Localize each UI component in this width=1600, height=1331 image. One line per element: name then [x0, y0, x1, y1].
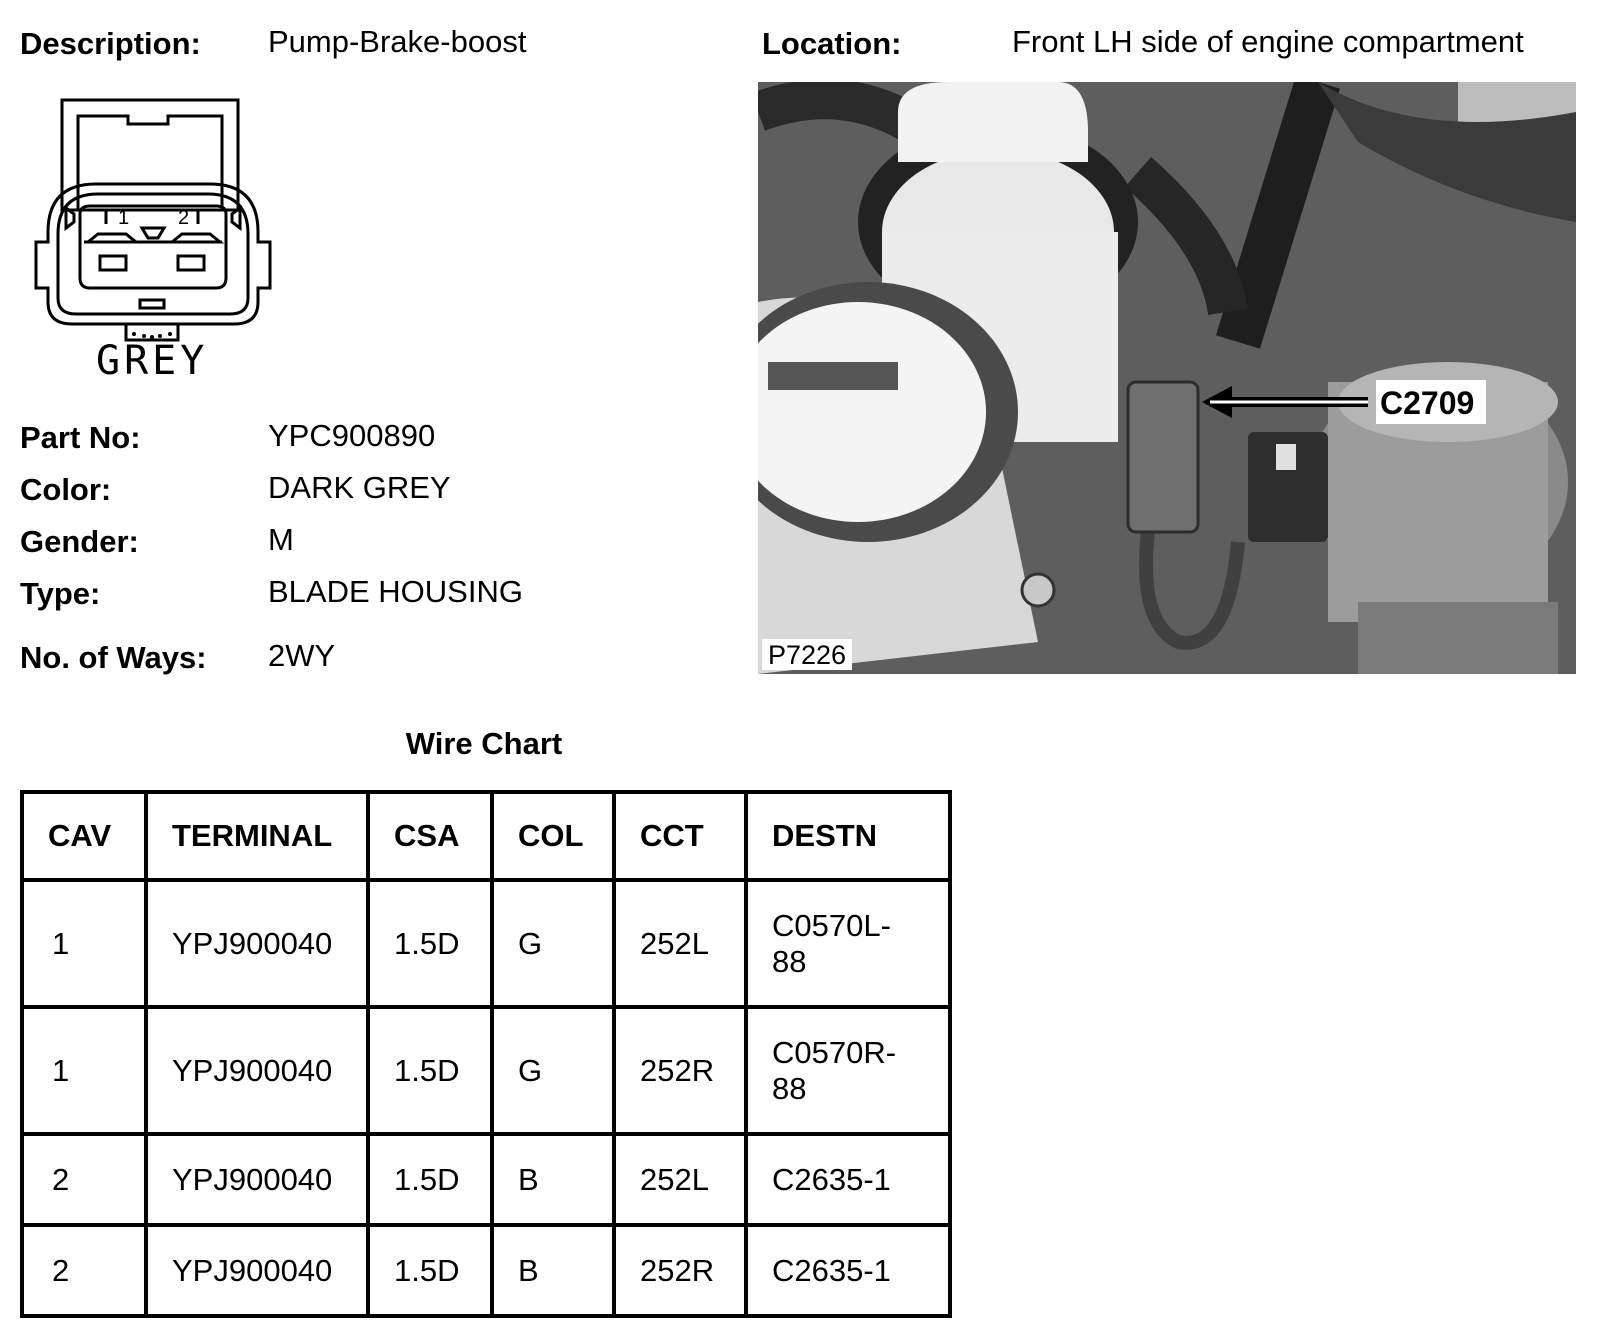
engine-bay-illustration [758, 82, 1576, 674]
table-row [22, 1007, 950, 1134]
wire-chart-title: Wire Chart [405, 726, 563, 761]
pin-label-2: 2 [178, 207, 190, 229]
gender-value: M [268, 522, 294, 557]
cell-cav: 1 [22, 1007, 146, 1134]
pin-label-1: 1 [118, 207, 130, 229]
column-header-destn: DESTN [746, 792, 950, 880]
cell-csa: 1.5D [368, 1007, 492, 1134]
cell-cav: 1 [22, 880, 146, 1007]
gender-label: Gender: [20, 524, 139, 559]
cell-terminal: YPJ900040 [146, 1134, 368, 1225]
column-header-cav: CAV [22, 792, 146, 880]
table-header-row [22, 792, 950, 880]
table-row [22, 1134, 950, 1225]
connector-color-text: GREY [96, 338, 209, 382]
cell-col: G [492, 880, 614, 1007]
cell-cct: 252L [614, 1134, 746, 1225]
cell-cct: 252R [614, 1007, 746, 1134]
cell-csa: 1.5D [368, 880, 492, 1007]
cell-col: B [492, 1225, 614, 1316]
cell-csa: 1.5D [368, 1225, 492, 1316]
ways-value: 2WY [268, 638, 336, 673]
cell-destn: C2635-1 [746, 1134, 950, 1225]
color-value: DARK GREY [268, 470, 451, 505]
cell-destn: C2635-1 [746, 1225, 950, 1316]
location-label: Location: [762, 26, 902, 61]
cell-cav: 2 [22, 1134, 146, 1225]
table-row [22, 880, 950, 1007]
cell-terminal: YPJ900040 [146, 1225, 368, 1316]
type-value: BLADE HOUSING [268, 574, 523, 609]
cell-col: G [492, 1007, 614, 1134]
column-header-col: COL [492, 792, 614, 880]
column-header-terminal: TERMINAL [146, 792, 368, 880]
cell-cav: 2 [22, 1225, 146, 1316]
part-no-label: Part No: [20, 420, 141, 455]
cell-terminal: YPJ900040 [146, 880, 368, 1007]
column-header-cct: CCT [614, 792, 746, 880]
ways-label: No. of Ways: [20, 640, 207, 675]
connector-face-icon [22, 92, 284, 382]
description-label: Description: [20, 26, 201, 61]
type-label: Type: [20, 576, 101, 611]
description-value: Pump-Brake-boost [268, 24, 527, 59]
cell-cct: 252R [614, 1225, 746, 1316]
cell-cct: 252L [614, 880, 746, 1007]
location-photo [758, 82, 1576, 674]
part-no-value: YPC900890 [268, 418, 436, 453]
location-value: Front LH side of engine compartment [1012, 24, 1524, 59]
wire-chart-table [20, 790, 952, 1318]
cell-destn: C0570R-88 [746, 1007, 950, 1134]
photo-callout-label: C2709 [1380, 385, 1475, 421]
color-label: Color: [20, 472, 112, 507]
cell-destn: C0570L-88 [746, 880, 950, 1007]
table-row [22, 1225, 950, 1316]
connector-drawing [22, 92, 284, 382]
cell-col: B [492, 1134, 614, 1225]
column-header-csa: CSA [368, 792, 492, 880]
cell-csa: 1.5D [368, 1134, 492, 1225]
cell-terminal: YPJ900040 [146, 1007, 368, 1134]
photo-reference-label: P7226 [762, 639, 852, 670]
